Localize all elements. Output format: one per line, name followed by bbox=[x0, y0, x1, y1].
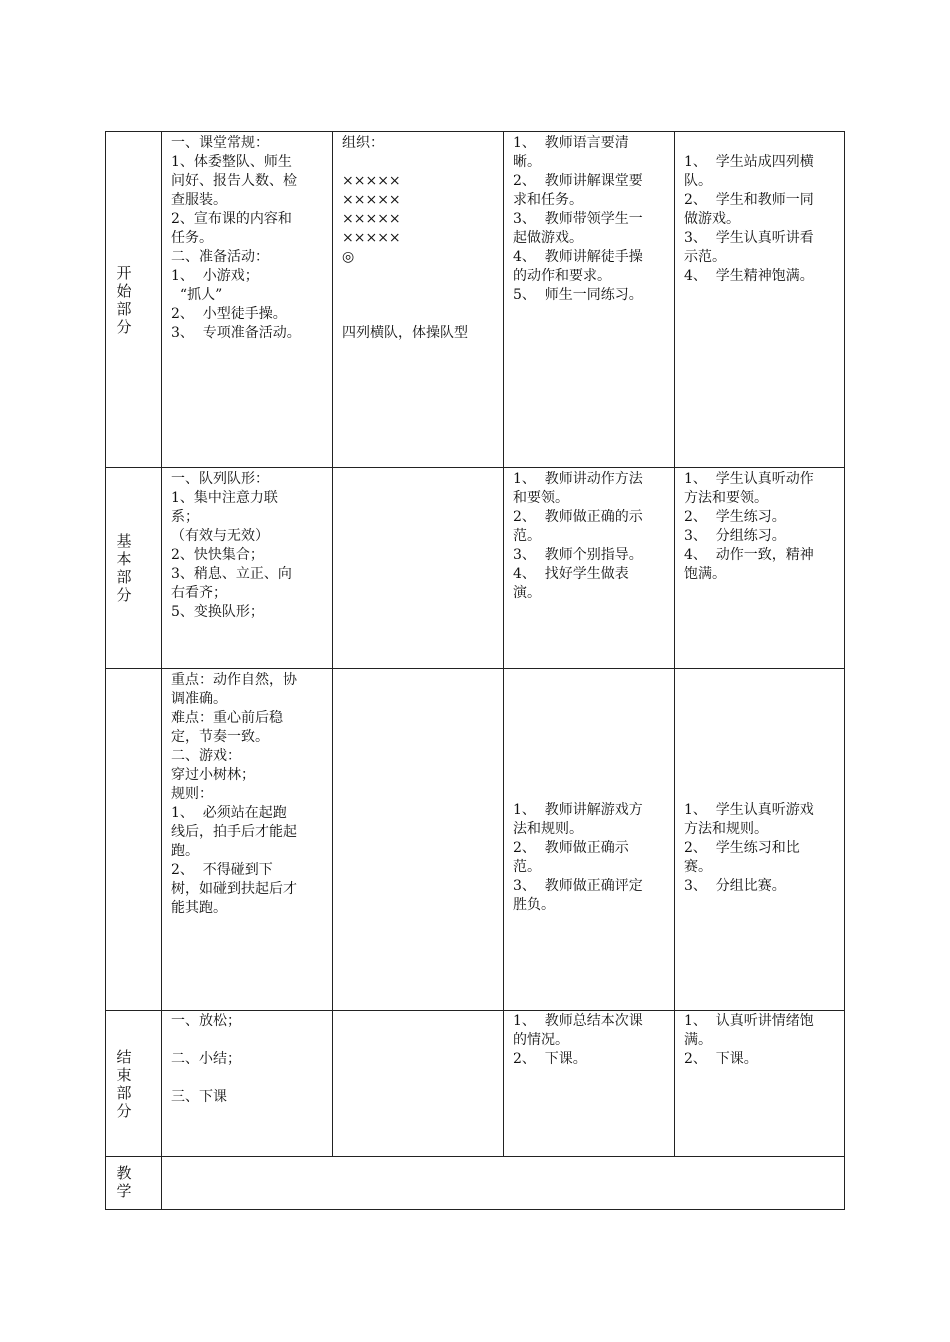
col-divider-3 bbox=[503, 132, 504, 1156]
start-organization: 组织： ××××× ××××× ××××× ××××× ◎ 四列横队，体操队型 bbox=[342, 135, 468, 341]
basic-content: 一、队列队形： 1、集中注意力联 系； （有效与无效） 2、快快集合； 3、稍息、立正、向 右看齐； 5、变换队形； bbox=[171, 471, 292, 620]
start-student: 1、 学生站成四列横 队。 2、 学生和教师一同 做游戏。 3、 学生认真听讲看 示范。 4、 学生精神饱满。 bbox=[684, 154, 814, 284]
section-label-teaching: 教 学 bbox=[116, 1164, 132, 1200]
basic-student: 1、 学生认真听动作 方法和要领。 2、 学生练习。 3、 分组练习。 4、 动作一致，精神 饱满。 bbox=[684, 471, 814, 582]
col-divider-1 bbox=[161, 132, 162, 1156]
basic-teacher: 1、 教师讲动作方法 和要领。 2、 教师做正确的示 范。 3、 教师个别指导。 4、 找好学生做表 演。 bbox=[513, 471, 643, 601]
col-divider-4 bbox=[674, 132, 675, 1156]
start-content: 一、课堂常规： 1、体委整队、师生 问好、报告人数、检 查服装。 2、宣布课的内容和 任务。 二、准备活动： 1、 小游戏； “抓人” 2、 小型徒手操。 3、 专项准备活动。 bbox=[171, 135, 301, 341]
row-divider-3 bbox=[106, 1010, 844, 1011]
section-label-start: 开 始 部 分 bbox=[116, 264, 132, 336]
end-student: 1、 认真听讲情绪饱 满。 2、 下课。 bbox=[684, 1013, 814, 1067]
row-divider-2 bbox=[106, 668, 844, 669]
end-content: 一、放松； 二、小结； 三、下课 bbox=[171, 1013, 241, 1105]
col-divider-teaching bbox=[161, 1156, 162, 1210]
game-teacher: 1、 教师讲解游戏方 法和规则。 2、 教师做正确示 范。 3、 教师做正确评定 胜负。 bbox=[513, 802, 643, 913]
start-teacher: 1、 教师语言要清 晰。 2、 教师讲解课堂要 求和任务。 3、 教师带领学生一 起做游戏。 4、 教师讲解徒手操 的动作和要求。 5、 师生一同练习。 bbox=[513, 135, 643, 303]
game-student: 1、 学生认真听游戏 方法和规则。 2、 学生练习和比 赛。 3、 分组比赛。 bbox=[684, 802, 814, 894]
end-teacher: 1、 教师总结本次课 的情况。 2、 下课。 bbox=[513, 1013, 643, 1067]
row-divider-4 bbox=[106, 1156, 844, 1157]
section-label-end: 结 束 部 分 bbox=[116, 1048, 132, 1120]
section-label-basic: 基 本 部 分 bbox=[116, 532, 132, 604]
row-divider-1 bbox=[106, 467, 844, 468]
col-divider-2 bbox=[332, 132, 333, 1156]
game-content: 重点：动作自然，协 调准确。 难点：重心前后稳 定，节奏一致。 二、游戏： 穿过小树林； 规则： 1、 必须站在起跑 线后，拍手后才能起 跑。 2、 不得碰到下 树，如碰到扶起后才 能其跑。 bbox=[171, 672, 297, 916]
